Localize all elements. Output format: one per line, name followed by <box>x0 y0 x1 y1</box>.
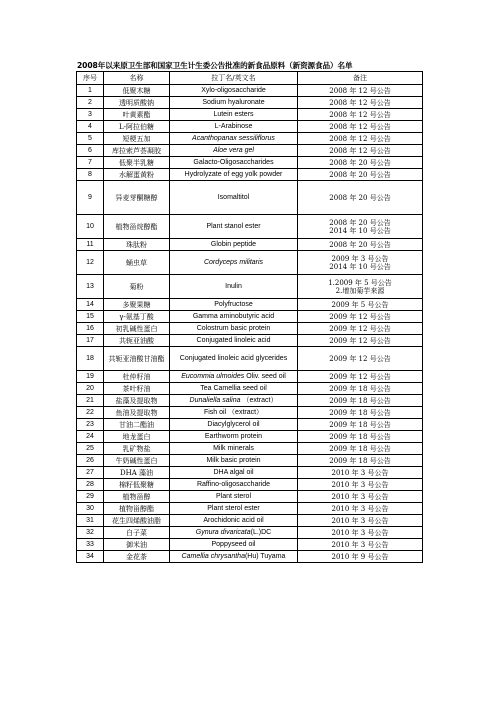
row-number: 1 <box>77 85 104 97</box>
note-line: 2010 年 3 号公告 <box>331 528 389 537</box>
note-line: 2009 年 18 号公告 <box>329 444 391 453</box>
announcement-note <box>298 503 423 515</box>
row-number: 5 <box>77 133 104 145</box>
row-number: 23 <box>77 419 104 431</box>
table-row <box>77 455 423 467</box>
ingredient-name: 植物甾醇 <box>104 491 170 503</box>
table-row <box>77 157 423 169</box>
ingredient-name: 棉籽低聚糖 <box>104 479 170 491</box>
table-row <box>77 299 423 311</box>
ingredient-english-name: Plant sterol ester <box>170 503 298 515</box>
row-number: 10 <box>77 215 104 239</box>
table-row <box>77 145 423 157</box>
row-number: 7 <box>77 157 104 169</box>
ingredient-english-name: Poppyseed oil <box>170 539 298 551</box>
ingredient-name: 盐藻及提取物 <box>104 395 170 407</box>
table-row <box>77 431 423 443</box>
note-line: 2.增加菊芋来源 <box>335 286 385 295</box>
ingredient-english-name: Milk basic protein <box>170 455 298 467</box>
announcement-note <box>298 527 423 539</box>
ingredient-english-name: Tea Camellia seed oil <box>170 383 298 395</box>
announcement-note <box>298 419 423 431</box>
note-line: 2009 年 12 号公告 <box>329 324 391 333</box>
row-number: 20 <box>77 383 104 395</box>
note-line: 2010 年 3 号公告 <box>331 504 389 513</box>
announcement-note <box>298 133 423 145</box>
ingredient-name: 蛹虫草 <box>104 251 170 275</box>
announcement-note <box>298 181 423 215</box>
ingredient-name: 多聚果糖 <box>104 299 170 311</box>
note-line: 2008 年 12 号公告 <box>329 86 391 95</box>
ingredient-name: 短梗五加 <box>104 133 170 145</box>
announcement-note <box>298 491 423 503</box>
note-line: 1.2009 年 5 号公告 <box>328 278 392 287</box>
ingredient-name: 共轭亚油酸 <box>104 335 170 347</box>
header-note: 备注 <box>298 72 423 85</box>
note-line: 2008 年 12 号公告 <box>329 98 391 107</box>
announcement-note <box>298 479 423 491</box>
announcement-note <box>298 383 423 395</box>
ingredient-name: 叶黄素酯 <box>104 109 170 121</box>
ingredient-english-name: Polyfructose <box>170 299 298 311</box>
row-number: 33 <box>77 539 104 551</box>
note-line: 2010 年 3 号公告 <box>331 468 389 477</box>
ingredient-english-name: Dunaliella salina （extract） <box>170 395 298 407</box>
ingredient-english-name: Plant stanol ester <box>170 215 298 239</box>
ingredient-name: 金花茶 <box>104 551 170 563</box>
ingredient-name: 植物甾醇酯 <box>104 503 170 515</box>
announcement-note <box>298 299 423 311</box>
ingredient-name: 白子菜 <box>104 527 170 539</box>
announcement-note <box>298 335 423 347</box>
note-line: 2008 年 20 号公告 <box>329 158 391 167</box>
note-line: 2010 年 3 号公告 <box>331 516 389 525</box>
table-row <box>77 169 423 181</box>
note-line: 2010 年 9 号公告 <box>331 552 389 561</box>
ingredient-name: 甘油二酯油 <box>104 419 170 431</box>
announcement-note <box>298 109 423 121</box>
announcement-note <box>298 395 423 407</box>
note-line: 2008 年 20 号公告 <box>329 240 391 249</box>
note-line: 2010 年 3 号公告 <box>331 492 389 501</box>
row-number: 24 <box>77 431 104 443</box>
row-number: 8 <box>77 169 104 181</box>
table-row <box>77 371 423 383</box>
ingredient-name: 菊粉 <box>104 275 170 299</box>
ingredient-english-name: Plant sterol <box>170 491 298 503</box>
note-line: 2009 年 12 号公告 <box>329 354 391 363</box>
ingredient-english-name: Milk minerals <box>170 443 298 455</box>
note-line: 2009 年 18 号公告 <box>329 432 391 441</box>
ingredient-english-name: Conjugated linoleic acid glycerides <box>170 347 298 371</box>
row-number: 16 <box>77 323 104 335</box>
table-row <box>77 479 423 491</box>
row-number: 15 <box>77 311 104 323</box>
table-row <box>77 133 423 145</box>
table-body <box>77 85 423 563</box>
table-row <box>77 443 423 455</box>
ingredient-english-name: Earthworm protein <box>170 431 298 443</box>
ingredient-name: L-阿拉伯糖 <box>104 121 170 133</box>
row-number: 18 <box>77 347 104 371</box>
ingredient-english-name: Diacylglycerol oil <box>170 419 298 431</box>
announcement-note <box>298 239 423 251</box>
table-row <box>77 395 423 407</box>
note-line: 2008 年 12 号公告 <box>329 134 391 143</box>
announcement-note <box>298 323 423 335</box>
row-number: 32 <box>77 527 104 539</box>
ingredient-name: 水解蛋黄粉 <box>104 169 170 181</box>
row-number: 31 <box>77 515 104 527</box>
ingredient-english-name: DHA algal oil <box>170 467 298 479</box>
note-line: 2009 年 12 号公告 <box>329 372 391 381</box>
announcement-note <box>298 539 423 551</box>
note-line: 2008 年 12 号公告 <box>329 146 391 155</box>
ingredient-english-name: Cordyceps militaris <box>170 251 298 275</box>
table-row <box>77 323 423 335</box>
ingredient-name: 鱼油及提取物 <box>104 407 170 419</box>
note-line: 2008 年 12 号公告 <box>329 110 391 119</box>
table-row <box>77 503 423 515</box>
ingredient-english-name: Hydrolyzate of egg yolk powder <box>170 169 298 181</box>
ingredient-english-name: Xylo-oligosaccharide <box>170 85 298 97</box>
ingredient-english-name: Galacto-Oligosaccharides <box>170 157 298 169</box>
announcement-note <box>298 551 423 563</box>
announcement-note <box>298 371 423 383</box>
table-row <box>77 407 423 419</box>
table-row <box>77 239 423 251</box>
row-number: 13 <box>77 275 104 299</box>
table-row <box>77 467 423 479</box>
ingredient-english-name: L-Arabinose <box>170 121 298 133</box>
note-line: 2008 年 20 号公告 <box>329 218 391 227</box>
table-row <box>77 539 423 551</box>
note-line: 2009 年 18 号公告 <box>329 456 391 465</box>
table-row <box>77 347 423 371</box>
note-line: 2009 年 3 号公告 <box>331 254 389 263</box>
announcement-note <box>298 443 423 455</box>
note-line: 2010 年 3 号公告 <box>331 540 389 549</box>
row-number: 6 <box>77 145 104 157</box>
note-line: 2008 年 12 号公告 <box>329 122 391 131</box>
row-number: 28 <box>77 479 104 491</box>
row-number: 9 <box>77 181 104 215</box>
table-row <box>77 419 423 431</box>
note-line: 2008 年 20 号公告 <box>329 170 391 179</box>
row-number: 19 <box>77 371 104 383</box>
announcement-note <box>298 85 423 97</box>
header-name: 名称 <box>104 72 170 85</box>
row-number: 3 <box>77 109 104 121</box>
announcement-note <box>298 251 423 275</box>
announcement-note <box>298 169 423 181</box>
ingredient-name: 库拉索芦荟凝胶 <box>104 145 170 157</box>
document-title: 2008年以来原卫生部和国家卫生计生委公告批准的新食品原料（新资源食品）名单 <box>77 61 353 70</box>
table-row <box>77 181 423 215</box>
ingredient-english-name: Aloe vera gel <box>170 145 298 157</box>
ingredient-english-name: Isomaltitol <box>170 181 298 215</box>
ingredient-english-name: Gamma aminobutyric acid <box>170 311 298 323</box>
table-row <box>77 515 423 527</box>
note-line: 2009 年 5 号公告 <box>331 300 389 309</box>
ingredient-name: 初乳碱性蛋白 <box>104 323 170 335</box>
announcement-note <box>298 157 423 169</box>
table-row <box>77 335 423 347</box>
table-row <box>77 527 423 539</box>
table-row <box>77 551 423 563</box>
announcement-note <box>298 121 423 133</box>
ingredient-name: γ-氨基丁酸 <box>104 311 170 323</box>
row-number: 25 <box>77 443 104 455</box>
ingredient-name: 牛奶碱性蛋白 <box>104 455 170 467</box>
announcement-note <box>298 275 423 299</box>
note-line: 2009 年 18 号公告 <box>329 420 391 429</box>
announcement-note <box>298 145 423 157</box>
ingredient-english-name: Eucommia ulmoides Oliv. seed oil <box>170 371 298 383</box>
row-number: 17 <box>77 335 104 347</box>
announcement-note <box>298 347 423 371</box>
row-number: 30 <box>77 503 104 515</box>
row-number: 22 <box>77 407 104 419</box>
row-number: 14 <box>77 299 104 311</box>
ingredient-english-name: Raffino-oligosaccharide <box>170 479 298 491</box>
ingredient-english-name: Fish oil （extract） <box>170 407 298 419</box>
row-number: 4 <box>77 121 104 133</box>
announcement-note <box>298 455 423 467</box>
ingredient-english-name: Inulin <box>170 275 298 299</box>
ingredient-name: 低聚半乳糖 <box>104 157 170 169</box>
ingredient-english-name: Lutein esters <box>170 109 298 121</box>
row-number: 29 <box>77 491 104 503</box>
ingredient-english-name: Arochidonic acid oil <box>170 515 298 527</box>
row-number: 34 <box>77 551 104 563</box>
note-line: 2014 年 10 号公告 <box>329 226 391 235</box>
row-number: 26 <box>77 455 104 467</box>
note-line: 2009 年 18 号公告 <box>329 396 391 405</box>
row-number: 27 <box>77 467 104 479</box>
announcement-note <box>298 215 423 239</box>
ingredient-name: 珠肽粉 <box>104 239 170 251</box>
ingredient-english-name: Globin peptide <box>170 239 298 251</box>
note-line: 2010 年 3 号公告 <box>331 480 389 489</box>
announcement-note <box>298 515 423 527</box>
row-number: 2 <box>77 97 104 109</box>
note-line: 2008 年 20 号公告 <box>329 193 391 202</box>
ingredient-name: 地龙蛋白 <box>104 431 170 443</box>
ingredient-name: 御米油 <box>104 539 170 551</box>
ingredient-english-name: Conjugated linoleic acid <box>170 335 298 347</box>
table-row <box>77 251 423 275</box>
ingredient-english-name: Acanthopanax sessiliflorus <box>170 133 298 145</box>
header-no: 序号 <box>77 72 104 85</box>
ingredient-english-name: Camellia chrysantha(Hu) Tuyama <box>170 551 298 563</box>
table-row <box>77 109 423 121</box>
announcement-note <box>298 431 423 443</box>
note-line: 2009 年 12 号公告 <box>329 312 391 321</box>
note-line: 2014 年 10 号公告 <box>329 262 391 271</box>
row-number: 21 <box>77 395 104 407</box>
ingredient-name: 茶叶籽油 <box>104 383 170 395</box>
table-row <box>77 383 423 395</box>
table-row <box>77 491 423 503</box>
note-line: 2009 年 12 号公告 <box>329 336 391 345</box>
table-row <box>77 85 423 97</box>
table-header-row <box>77 72 423 85</box>
ingredient-name: 乳矿物盐 <box>104 443 170 455</box>
ingredient-name: DHA 藻油 <box>104 467 170 479</box>
ingredient-name: 异麦芽酮糖醇 <box>104 181 170 215</box>
table-row <box>77 121 423 133</box>
row-number: 12 <box>77 251 104 275</box>
ingredient-english-name: Sodium hyaluronate <box>170 97 298 109</box>
ingredient-name: 透明质酸钠 <box>104 97 170 109</box>
note-line: 2009 年 18 号公告 <box>329 384 391 393</box>
announcement-note <box>298 407 423 419</box>
table-row <box>77 311 423 323</box>
header-english-name: 拉丁名/英文名 <box>170 72 298 85</box>
food-ingredient-table <box>76 71 423 563</box>
announcement-note <box>298 467 423 479</box>
ingredient-english-name: Gynura divaricata(L.)DC <box>170 527 298 539</box>
announcement-note <box>298 311 423 323</box>
ingredient-name: 共轭亚油酸甘油酯 <box>104 347 170 371</box>
table-row <box>77 275 423 299</box>
note-line: 2009 年 18 号公告 <box>329 408 391 417</box>
row-number: 11 <box>77 239 104 251</box>
ingredient-name: 花生四烯酸油脂 <box>104 515 170 527</box>
ingredient-name: 杜仲籽油 <box>104 371 170 383</box>
table-row <box>77 97 423 109</box>
ingredient-name: 植物甾烷醇酯 <box>104 215 170 239</box>
announcement-note <box>298 97 423 109</box>
ingredient-english-name: Colostrum basic protein <box>170 323 298 335</box>
table-row <box>77 215 423 239</box>
ingredient-name: 低聚木糖 <box>104 85 170 97</box>
